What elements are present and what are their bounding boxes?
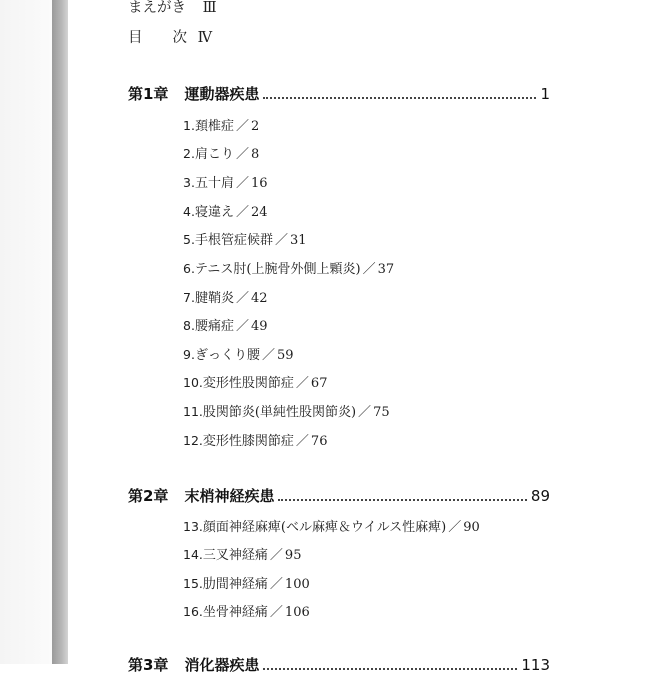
toc-entry[interactable]: 11.股関節炎(単純性股関節炎) ／ 75 — [183, 404, 390, 420]
toc-entry[interactable]: 2.肩こり ／ 8 — [183, 146, 260, 162]
chapter-title: 運動器疾患 — [184, 85, 260, 103]
preface-page: Ⅲ — [202, 0, 217, 16]
front-matter-preface[interactable] — [128, 0, 217, 17]
contents-label-a: 目 — [128, 30, 143, 46]
chapter-page: 1 — [540, 85, 550, 103]
toc-entry[interactable]: 16.坐骨神経痛 ／ 106 — [183, 604, 310, 620]
chapter-number: 第1章 — [128, 85, 169, 103]
chapter-number: 第3章 — [128, 656, 169, 674]
toc-entry[interactable]: 12.変形性膝関節症 ／ 76 — [183, 433, 328, 449]
toc-entry[interactable]: 1.頚椎症 ／ 2 — [183, 118, 260, 134]
toc-entry[interactable]: 5.手根管症候群 ／ 31 — [183, 232, 307, 248]
toc-entry[interactable]: 7.腱鞘炎 ／ 42 — [183, 290, 268, 306]
toc-entry[interactable]: 13.顔面神経麻痺(ベル麻痺＆ウイルス性麻痺) ／ 90 — [183, 519, 480, 535]
chapter-title: 消化器疾患 — [184, 656, 260, 674]
chapter-page: 113 — [521, 656, 550, 674]
chapter-2-heading[interactable] — [128, 485, 550, 506]
chapter-page: 89 — [530, 487, 550, 505]
chapter-3-heading[interactable] — [128, 654, 550, 674]
toc-entry[interactable]: 6.テニス肘(上腕骨外側上顆炎) ／ 37 — [183, 261, 395, 277]
toc-entry[interactable]: 4.寝違え ／ 24 — [183, 204, 268, 220]
front-matter-contents[interactable] — [128, 26, 212, 47]
toc-entry[interactable]: 10.変形性股関節症 ／ 67 — [183, 375, 328, 391]
dot-leader — [263, 97, 536, 99]
chapter-1-heading[interactable] — [128, 83, 550, 104]
chapter-title: 末梢神経疾患 — [184, 487, 275, 505]
preface-label: まえがき — [128, 0, 186, 16]
contents-page: Ⅳ — [197, 30, 213, 46]
toc-entry[interactable]: 3.五十肩 ／ 16 — [183, 175, 268, 191]
toc-entry[interactable]: 9.ぎっくり腰 ／ 59 — [183, 347, 294, 363]
dot-leader — [278, 499, 526, 501]
chapter-number: 第2章 — [128, 487, 169, 505]
contents-label-b: 次 — [172, 30, 187, 46]
toc-entry[interactable]: 15.肋間神経痛 ／ 100 — [183, 576, 310, 592]
toc-entry[interactable]: 8.腰痛症 ／ 49 — [183, 318, 268, 334]
toc-entry[interactable]: 14.三叉神経痛 ／ 95 — [183, 547, 302, 563]
dot-leader — [263, 668, 517, 670]
